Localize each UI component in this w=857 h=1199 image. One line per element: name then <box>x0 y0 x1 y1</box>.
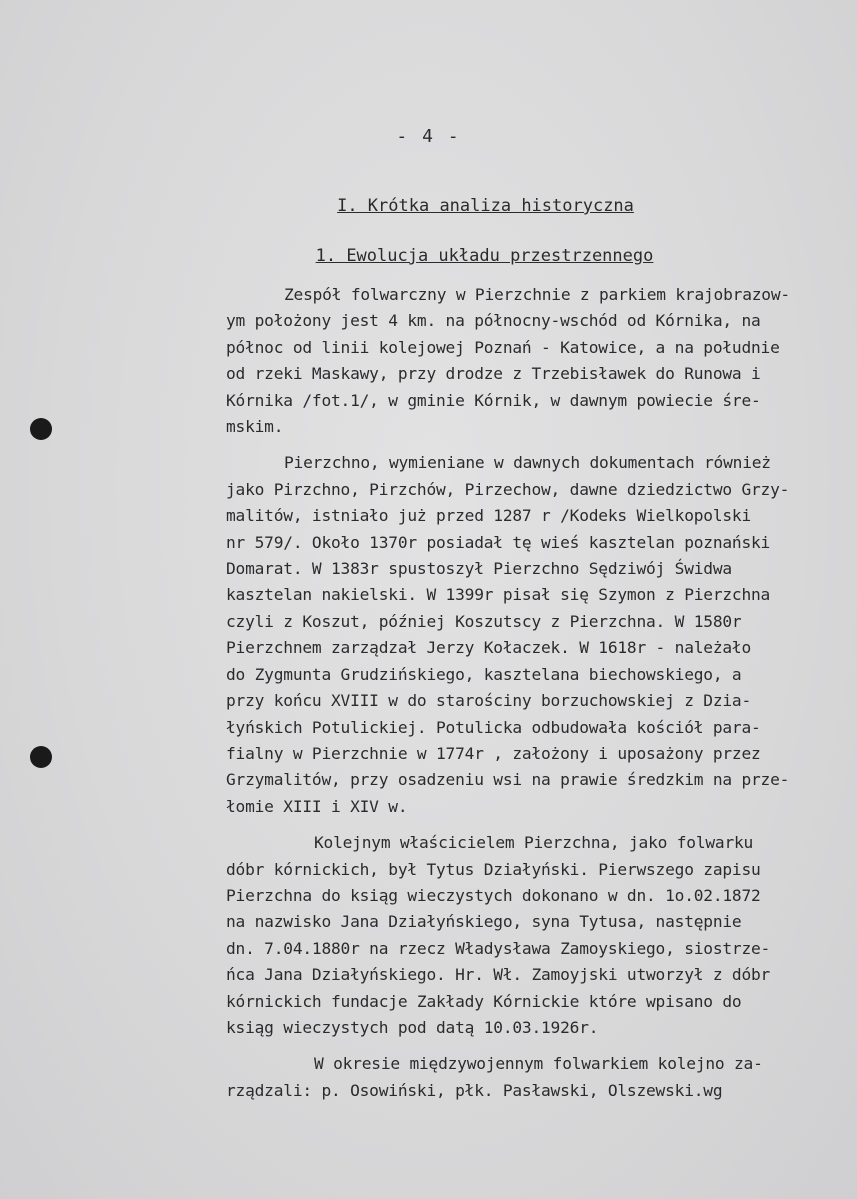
page-number: - 4 - <box>396 126 461 147</box>
body-text <box>226 282 846 1104</box>
text-line: kórnickich fundacje Zakłady Kórnickie które wpisano do <box>226 991 742 1011</box>
text-line: Zespół folwarczny w Pierzchnie z parkiem krajobrazow- <box>284 285 790 304</box>
text-line: nr 579/. Około 1370r posiadał tę wieś kasztelan poznański <box>226 532 771 552</box>
text-line: Pierzchnem zarządzał Jerzy Kołaczek. W 1618r - należało <box>226 638 752 658</box>
section-title: I. Krótka analiza historyczna <box>337 196 634 216</box>
punch-hole <box>30 418 52 440</box>
text-line: fialny w Pierzchnie w 1774r , założony i uposażony przez <box>226 743 761 763</box>
text-line: dóbr kórnickich, był Tytus Działyński. Pierwszego zapisu <box>226 859 761 879</box>
text-line: do Zygmunta Grudzińskiego, kasztelana biechowskiego, a <box>226 664 742 684</box>
text-line: rządzali: p. Osowiński, płk. Pasławski, Olszewski.wg <box>226 1080 723 1100</box>
text-line: mskim. <box>226 417 284 437</box>
paragraph <box>226 450 846 820</box>
text-line: malitów, istniało już przed 1287 r /Kodeks Wielkopolski <box>226 506 752 526</box>
text-line: ym położony jest 4 km. na północny-wschód od Kórnika, na <box>226 311 761 331</box>
text-line: przy końcu XVIII w do starościny borzuchowskiej z Dzia- <box>226 691 752 711</box>
text-line: północ od linii kolejowej Poznań - Katowice, a na południe <box>226 337 780 357</box>
punch-hole <box>30 746 52 768</box>
paragraph <box>226 1051 846 1104</box>
text-line: W okresie międzywojennym folwarkiem kolejno za- <box>314 1054 763 1074</box>
paragraph <box>226 282 846 440</box>
text-line: od rzeki Maskawy, przy drodze z Trzebisławek do Runowa i <box>226 364 761 384</box>
text-line: ńca Jana Działyńskiego. Hr. Wł. Zamoyjski utworzył z dóbr <box>226 965 771 985</box>
text-line: kasztelan nakielski. W 1399r pisał się Szymon z Pierzchna <box>226 585 771 605</box>
text-line: Grzymalitów, przy osadzeniu wsi na prawie średzkim na prze- <box>226 770 790 790</box>
text-line: jako Pirzchno, Pirzchów, Pirzechow, dawne dziedzictwo Grzy- <box>226 479 790 499</box>
paragraph <box>226 830 846 1041</box>
subsection-title: 1. Ewolucja układu przestrzennego <box>315 246 654 266</box>
text-line: Kórnika /fot.1/, w gminie Kórnik, w dawnym powiecie śre- <box>226 390 761 410</box>
text-line: dn. 7.04.1880r na rzecz Władysława Zamoyskiego, siostrze- <box>226 938 771 958</box>
text-line: czyli z Koszut, później Koszutscy z Pierzchna. W 1580r <box>226 611 742 631</box>
text-line: łyńskich Potulickiej. Potulicka odbudowała kościół para- <box>226 717 761 737</box>
text-line: Pierzchno, wymieniane w dawnych dokumentach również <box>284 453 771 473</box>
text-line: Domarat. W 1383r spustoszył Pierzchno Sędziwój Świdwa <box>226 559 732 579</box>
text-line: Kolejnym właścicielem Pierzchna, jako folwarku <box>314 833 754 853</box>
text-line: na nazwisko Jana Działyńskiego, syna Tytusa, następnie <box>226 912 742 932</box>
text-line: łomie XIII i XIV w. <box>226 796 408 816</box>
text-line: ksiąg wieczystych pod datą 10.03.1926r. <box>226 1017 599 1037</box>
text-line: Pierzchna do ksiąg wieczystych dokonano w dn. 1o.02.1872 <box>226 885 761 905</box>
